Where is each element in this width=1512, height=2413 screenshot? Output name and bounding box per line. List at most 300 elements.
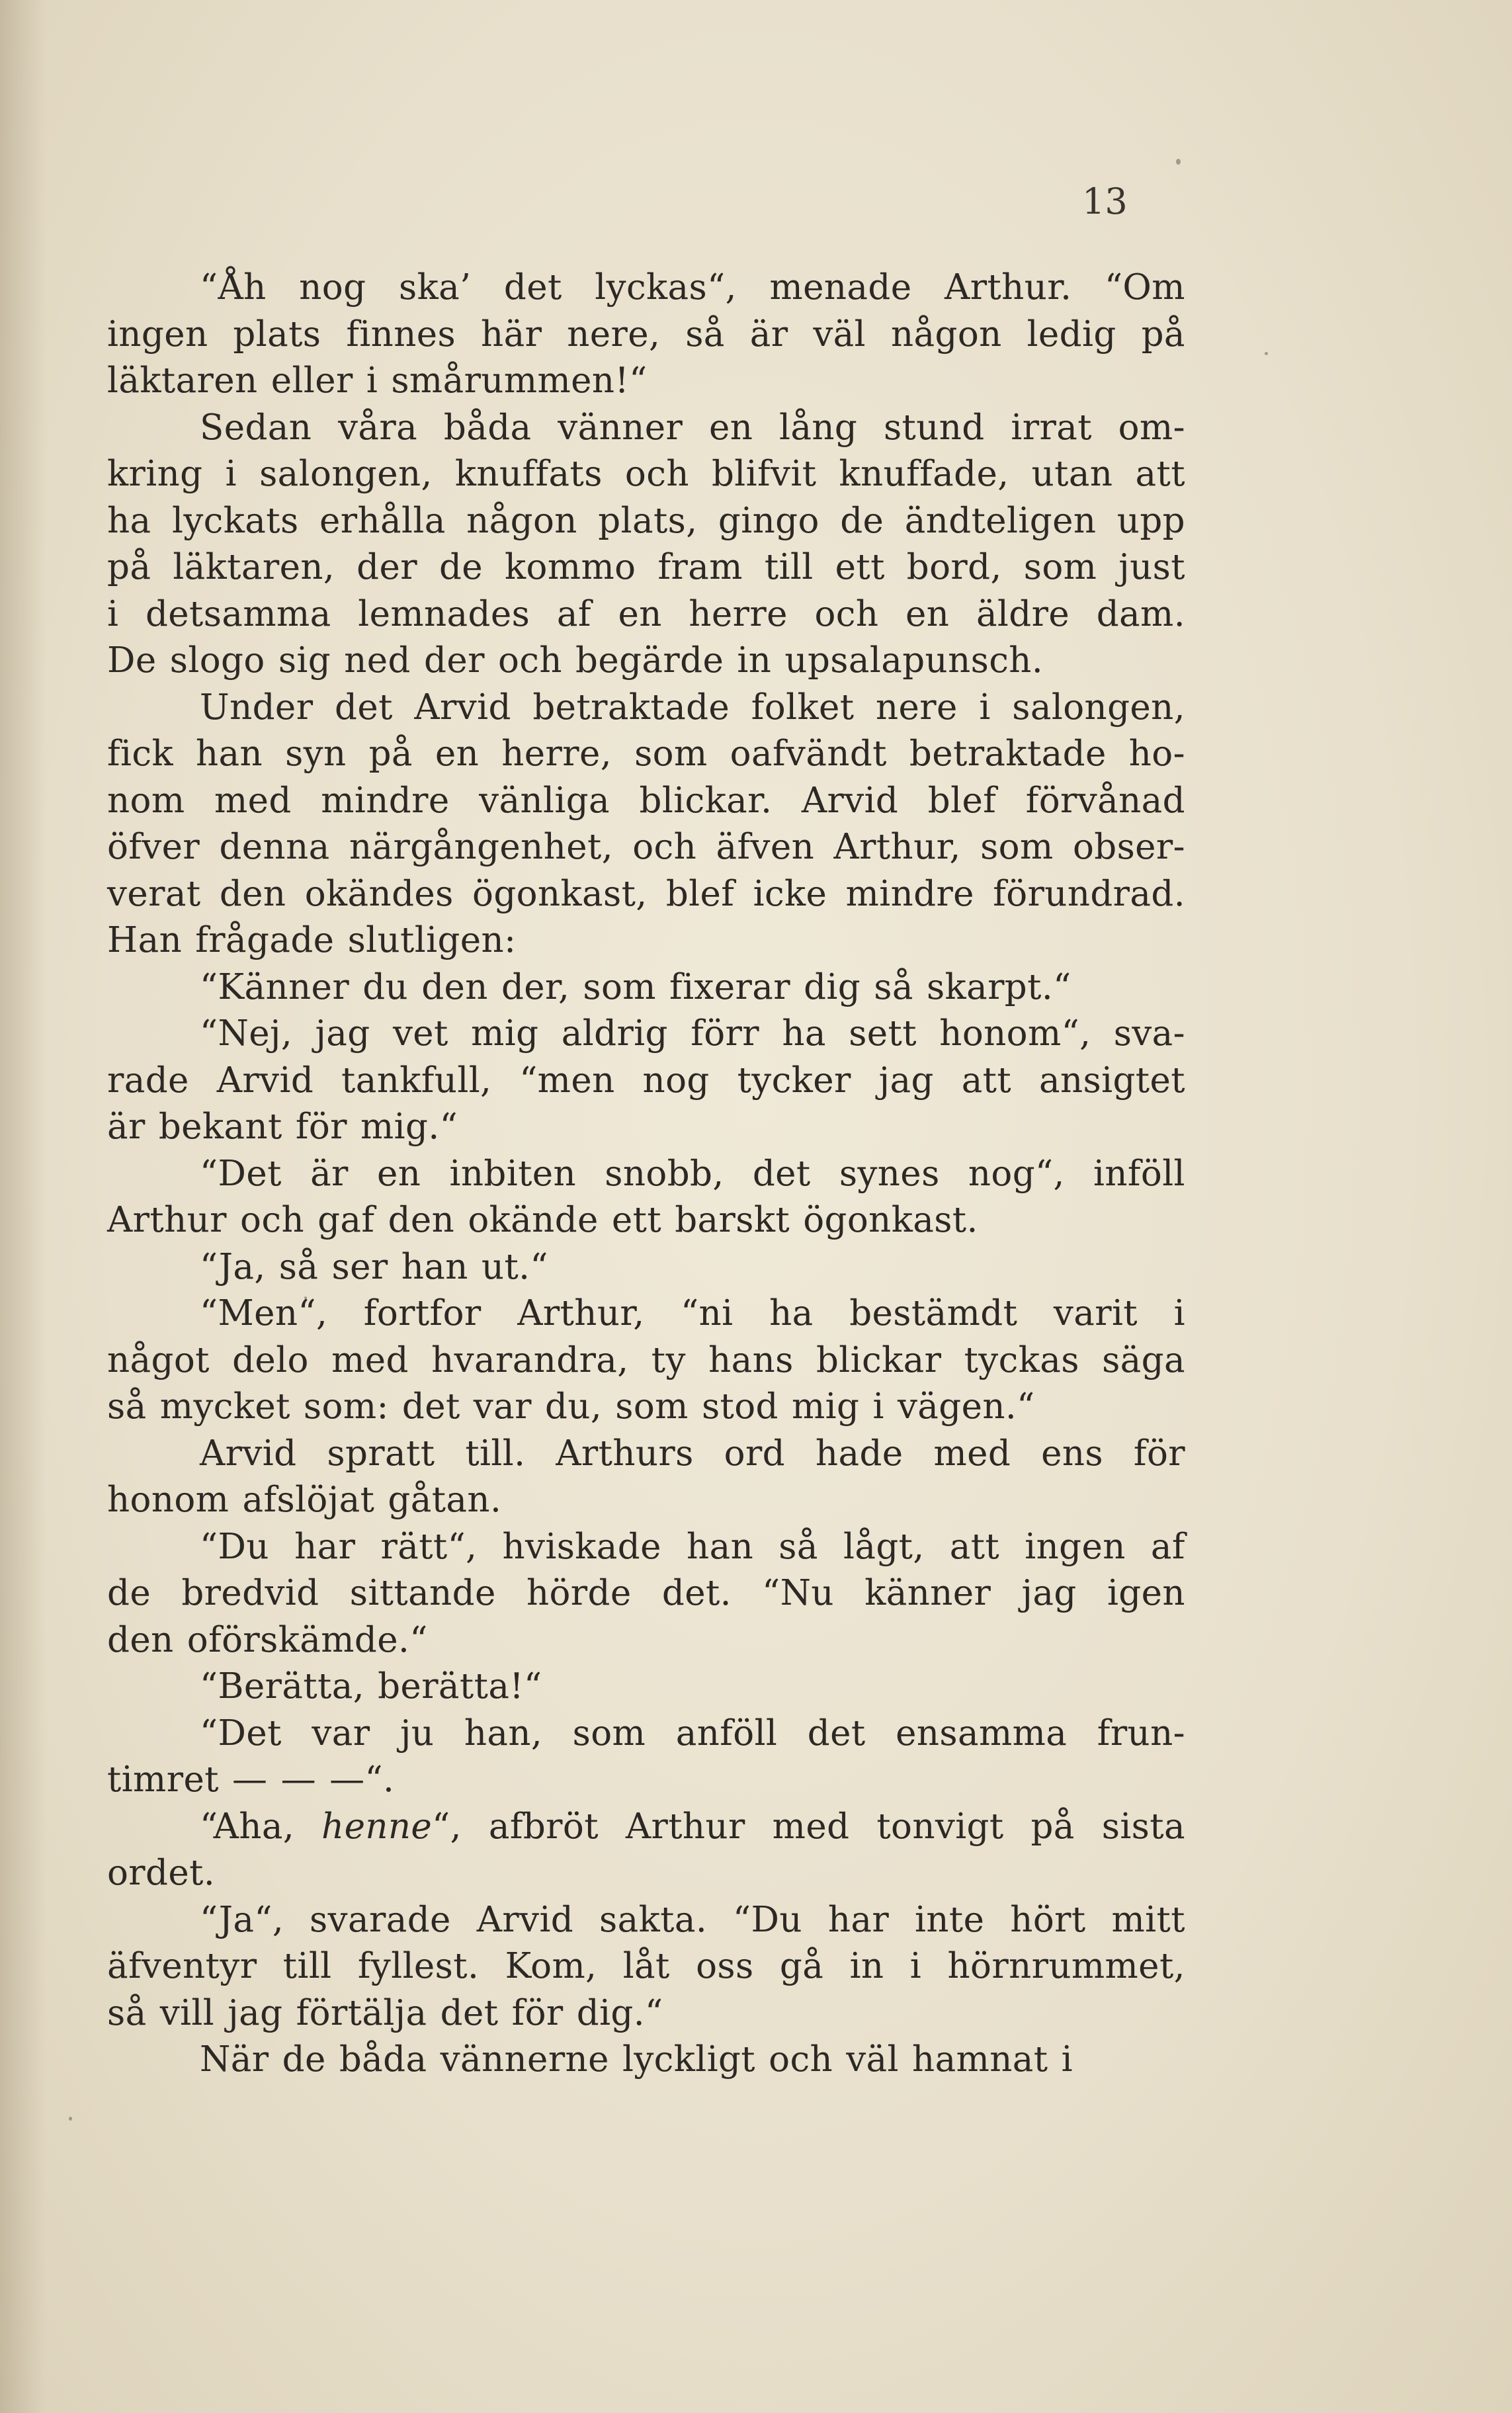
word: vet (392, 1013, 448, 1054)
word: Arvid (476, 1899, 574, 1940)
word: för (511, 1992, 564, 2033)
word: lyckats (171, 500, 299, 541)
word: var (312, 1713, 370, 1754)
word: —“. (329, 1759, 395, 1800)
paragraph (107, 1244, 1185, 1291)
word: plats (233, 314, 321, 355)
word: det (752, 1153, 811, 1194)
word: “men (519, 1060, 615, 1101)
word: ett (835, 547, 885, 587)
word: hörnrummet, (947, 1946, 1185, 1986)
text-line (107, 917, 1185, 964)
word: jag (228, 1992, 283, 2033)
word: är (749, 314, 788, 355)
word: lång (778, 407, 858, 448)
word: inföll (1093, 1153, 1185, 1194)
word: du, (545, 1386, 603, 1427)
emphasis: henne (321, 1806, 433, 1847)
word: “Nu (762, 1573, 834, 1613)
word: har (294, 1526, 356, 1567)
text-line (107, 685, 1185, 732)
word: en (905, 593, 950, 634)
word: “Det (200, 1153, 282, 1194)
word: de (439, 547, 483, 587)
text-line (107, 824, 1185, 871)
word: så (278, 1246, 319, 1287)
paragraph (107, 685, 1185, 964)
text-line (107, 2037, 1185, 2084)
word: “Ja, (200, 1246, 266, 1287)
word: Arthur. (945, 267, 1072, 308)
word: i (979, 687, 991, 728)
word: som (583, 966, 656, 1007)
word: blifvit (711, 454, 817, 494)
word: Under (200, 687, 314, 728)
word: stod (701, 1386, 778, 1427)
word: ett (611, 1200, 662, 1240)
paragraph (107, 405, 1185, 685)
word: oafvändt (730, 734, 887, 774)
word: ha (769, 1293, 814, 1334)
word: som: (303, 1386, 389, 1427)
word: sittande (349, 1573, 496, 1613)
word: i (107, 593, 119, 634)
word: så (874, 966, 913, 1007)
word: nom (107, 780, 185, 821)
word: mig (471, 1013, 539, 1054)
word: något (107, 1339, 210, 1380)
word: syn (285, 734, 347, 774)
word: sista (1101, 1806, 1185, 1847)
word: Arvid (200, 1433, 297, 1474)
word: har (827, 1899, 890, 1940)
word: in (849, 1946, 884, 1986)
word: Arthur (107, 1200, 227, 1240)
word: sett (849, 1013, 917, 1054)
word: ha (107, 500, 151, 541)
word: fyllest. (357, 1946, 480, 1986)
word: det (503, 267, 562, 308)
word: äldre (976, 593, 1070, 634)
word: den (388, 1200, 455, 1240)
word: vännerne (440, 2039, 609, 2080)
word: salongen, (259, 454, 433, 494)
paper-speck (69, 2117, 72, 2121)
word: i (872, 1386, 884, 1427)
word: anföll (675, 1713, 778, 1754)
word: och (632, 827, 697, 867)
text-line (107, 1384, 1185, 1431)
word: “Du (733, 1899, 802, 1940)
word: betraktade (909, 734, 1107, 774)
word: de (107, 1573, 151, 1613)
word: bredvid (181, 1573, 319, 1613)
word: honom“, (939, 1013, 1091, 1054)
word: låt (622, 1946, 670, 1986)
word: verat (107, 873, 201, 914)
word: och (814, 593, 879, 634)
word: nog“, (968, 1153, 1065, 1194)
word: herre, (501, 734, 612, 774)
text-line (107, 312, 1185, 359)
word: eller (271, 360, 353, 401)
word: mitt (1111, 1899, 1185, 1940)
word: och (497, 640, 562, 681)
word: med (772, 1806, 850, 1847)
word: dig (804, 966, 861, 1007)
word: dig.“ (576, 1992, 663, 2033)
body-text (107, 265, 1185, 2084)
word: som (634, 734, 708, 774)
word: gåtan. (388, 1480, 502, 1520)
text-line (107, 591, 1185, 638)
word: gå (779, 1946, 824, 1986)
word: knuffats (454, 454, 603, 494)
word: nere, (567, 314, 661, 355)
text-line (107, 638, 1185, 685)
word: mindre (845, 873, 974, 914)
word: spratt (327, 1433, 435, 1474)
page-number: 13 (1082, 181, 1128, 222)
word: kommo (505, 547, 636, 587)
text-line (107, 451, 1185, 498)
word: timret (107, 1759, 219, 1800)
word: lyckas“, (595, 267, 737, 308)
word: der, (501, 966, 570, 1007)
word: rade (107, 1060, 189, 1101)
word: äfven (716, 827, 815, 867)
word: “ni (681, 1293, 734, 1334)
word: som (615, 1386, 689, 1427)
text-line (107, 1757, 1185, 1804)
word: “Det (200, 1713, 282, 1754)
word: ensamma (896, 1713, 1068, 1754)
text-line (107, 265, 1185, 312)
word: bekant (158, 1107, 282, 1147)
word: “Men“, (200, 1293, 328, 1334)
word: dam. (1096, 593, 1185, 634)
paragraph (107, 1664, 1185, 1711)
word: mig.“ (360, 1107, 458, 1147)
text-line (107, 405, 1185, 452)
text-line (107, 1524, 1185, 1571)
word: upp (1116, 500, 1185, 541)
word: båda (339, 2039, 427, 2080)
word: sig (278, 640, 331, 681)
word: är (310, 1153, 349, 1194)
word: inbiten (449, 1153, 577, 1194)
word: båda (443, 407, 532, 448)
word: på (368, 734, 413, 774)
word: inte (915, 1899, 985, 1940)
word: de (840, 500, 884, 541)
word: lemnades (358, 593, 530, 634)
word: hamnat (912, 2039, 1048, 2080)
word: Arvid (801, 780, 899, 821)
word: af (1150, 1526, 1185, 1567)
paper-speck (1265, 352, 1268, 355)
word: till (282, 1946, 332, 1986)
word: delo (232, 1339, 309, 1380)
paragraph (107, 1804, 1185, 1897)
word: okände (468, 1200, 599, 1240)
word: jag (878, 1060, 934, 1101)
word: — (280, 1759, 316, 1800)
word: i (909, 1946, 922, 1986)
word: ord (724, 1433, 786, 1474)
word: förvånad (1025, 780, 1185, 821)
word: ho- (1128, 734, 1185, 774)
word: synes (839, 1153, 940, 1194)
paragraph (107, 1151, 1185, 1244)
word: ha (782, 1013, 826, 1054)
word: När (200, 2039, 269, 2080)
text-line (107, 1804, 1185, 1851)
word: läktaren (107, 360, 258, 401)
word: den (107, 1619, 174, 1660)
word: ser (331, 1246, 388, 1287)
word: på (107, 547, 151, 587)
word: tycker (737, 1060, 851, 1101)
word: stund (883, 407, 985, 448)
word: på (1141, 314, 1185, 355)
word: till (764, 547, 814, 587)
text-line (107, 1104, 1185, 1151)
word: ut.“ (481, 1246, 548, 1287)
text-line (107, 358, 1185, 405)
word: “Aha, (200, 1806, 295, 1847)
word: ansigtet (1038, 1060, 1185, 1101)
word: der (357, 547, 417, 587)
word: salongen, (1012, 687, 1185, 728)
word: honom (107, 1480, 230, 1520)
word: irrat (1011, 407, 1092, 448)
word: det (807, 1713, 866, 1754)
word: denna (219, 827, 330, 867)
word: var (473, 1386, 532, 1427)
text-line (107, 1337, 1185, 1384)
word: ska’ (398, 267, 472, 308)
word: jag (315, 1013, 370, 1054)
word: just (1118, 547, 1185, 587)
word: tyckas (964, 1339, 1079, 1380)
word: sva- (1113, 1013, 1185, 1054)
paragraph (107, 1011, 1185, 1151)
word: nog (642, 1060, 710, 1101)
word: begärde (575, 640, 724, 681)
word: kring (107, 454, 203, 494)
word: skarpt.“ (926, 966, 1071, 1007)
word: ledig (1027, 314, 1116, 355)
text-line (107, 1711, 1185, 1757)
word: jag (1021, 1573, 1077, 1613)
word: han (687, 1526, 754, 1567)
word: förr (691, 1013, 759, 1054)
word: mig (792, 1386, 860, 1427)
word: med (214, 780, 292, 821)
text-line (107, 1477, 1185, 1524)
word: mindre (321, 780, 450, 821)
word: ändteligen (904, 500, 1097, 541)
word: utan (1031, 454, 1113, 494)
paragraph (107, 1291, 1185, 1431)
word: ingen (107, 314, 208, 355)
word: de (282, 2039, 326, 2080)
word: säga (1102, 1339, 1185, 1380)
word: “Känner (200, 966, 350, 1007)
text-line (107, 544, 1185, 591)
text-line (107, 1151, 1185, 1198)
word: vänliga (479, 780, 610, 821)
word: väl (813, 314, 866, 355)
word: läktaren, (173, 547, 335, 587)
text-line (107, 1943, 1185, 1990)
paragraph (107, 1431, 1185, 1524)
word: tonvigt (876, 1806, 1004, 1847)
word: förundrad. (993, 873, 1185, 914)
word: De (107, 640, 157, 681)
word: någon (890, 314, 1002, 355)
word: hört (1010, 1899, 1086, 1940)
word: ty (651, 1339, 686, 1380)
word: äfventyr (107, 1946, 257, 1986)
word: att (961, 1060, 1012, 1101)
word: afslöjat (242, 1480, 375, 1520)
word: någon (466, 500, 577, 541)
word: igen (1107, 1573, 1185, 1613)
word: aldrig (561, 1013, 668, 1054)
word: “Nej, (200, 1013, 293, 1054)
word: slutligen: (347, 920, 517, 960)
word: “Du (200, 1526, 269, 1567)
text-line (107, 964, 1185, 1011)
text-line (107, 498, 1185, 545)
word: den (219, 873, 286, 914)
paragraph (107, 1711, 1185, 1804)
word: han, (464, 1713, 543, 1754)
word: så (778, 1526, 818, 1567)
word: rätt“, (380, 1526, 478, 1567)
word: frågade (195, 920, 335, 960)
word: hans (708, 1339, 794, 1380)
word: oförskämde.“ (187, 1619, 428, 1660)
word: fram (657, 547, 743, 587)
word: den (421, 966, 488, 1007)
word: ingen (1025, 1526, 1126, 1567)
word: okändes (304, 873, 454, 914)
word: afbröt (488, 1806, 599, 1847)
word: till. (465, 1433, 526, 1474)
word: på (1030, 1806, 1075, 1847)
word: är (107, 1107, 146, 1147)
word: henne“, (321, 1806, 462, 1847)
word: ögonkast, (472, 873, 648, 914)
word: en (618, 593, 662, 634)
text-line (107, 1850, 1185, 1897)
word: Arthurs (556, 1433, 694, 1474)
word: slogo (169, 640, 265, 681)
word: bord, (906, 547, 1002, 587)
word: upsalapunsch. (784, 640, 1044, 681)
page-edge-shadow (0, 0, 46, 2413)
word: i (225, 454, 237, 494)
word: det (440, 1992, 499, 2033)
word: som (572, 1713, 646, 1754)
word: gaf (317, 1200, 375, 1240)
word: barskt (675, 1200, 790, 1240)
word: tankfull, (341, 1060, 492, 1101)
word: varit (1053, 1293, 1138, 1334)
word: mycket (159, 1386, 290, 1427)
paragraph (107, 964, 1185, 1011)
word: oss (696, 1946, 754, 1986)
word: der (424, 640, 485, 681)
word: ordet. (107, 1853, 216, 1893)
paragraph (107, 1897, 1185, 2037)
word: blef (927, 780, 997, 821)
word: öfver (107, 827, 200, 867)
word: — (232, 1759, 268, 1800)
word: herre (689, 593, 788, 634)
word: Arvid (216, 1060, 314, 1101)
word: in (737, 640, 772, 681)
word: gingo (718, 500, 819, 541)
word: lyckligt (622, 2039, 756, 2080)
word: detsamma (145, 593, 331, 634)
word: han (195, 734, 263, 774)
word: hviskade (502, 1526, 661, 1567)
text-line (107, 1058, 1185, 1105)
word: obser- (1072, 827, 1185, 867)
word: för (1133, 1433, 1185, 1474)
word: ögonkast. (803, 1200, 978, 1240)
word: i (366, 360, 378, 401)
word: han (401, 1246, 468, 1287)
text-line (107, 1897, 1185, 1944)
paragraph (107, 1524, 1185, 1664)
word: för (295, 1107, 347, 1147)
word: berätta!“ (378, 1666, 542, 1707)
word: med (331, 1339, 409, 1380)
word: så (107, 1992, 147, 2033)
word: plats, (598, 500, 698, 541)
word: “Om (1104, 267, 1185, 308)
word: Arvid (414, 687, 511, 728)
word: du (362, 966, 409, 1007)
paragraph (107, 2037, 1185, 2084)
word: med (933, 1433, 1011, 1474)
word: förtälja (296, 1992, 427, 2033)
word: nere (875, 687, 958, 728)
word: Arthur, (833, 827, 961, 867)
word: i (1173, 1293, 1185, 1334)
word: vill (159, 1992, 215, 2033)
word: Han (107, 920, 183, 960)
text-line (107, 1197, 1185, 1244)
word: ens (1041, 1433, 1104, 1474)
word: närgångenhet, (349, 827, 613, 867)
word: fortfor (363, 1293, 482, 1334)
word: bestämdt (849, 1293, 1018, 1334)
word: det (335, 687, 393, 728)
word: vänner (558, 407, 683, 448)
word: frun- (1097, 1713, 1185, 1754)
word: i (1061, 2039, 1073, 2080)
text-line (107, 1431, 1185, 1478)
word: betraktade (532, 687, 730, 728)
word: och (769, 2039, 833, 2080)
word: menade (769, 267, 912, 308)
